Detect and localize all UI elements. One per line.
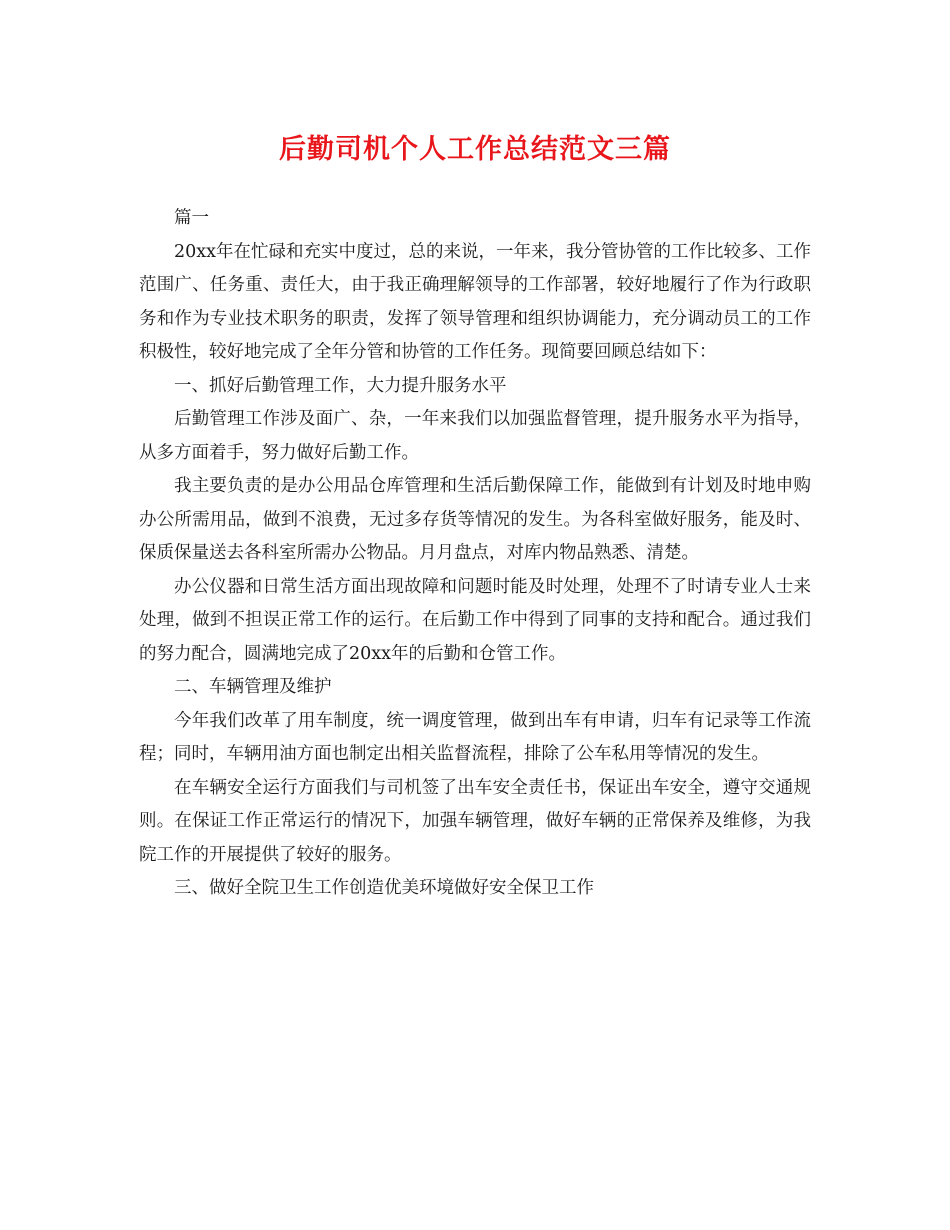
body-paragraph: 20xx年在忙碌和充实中度过，总的来说，一年来，我分管协管的工作比较多、工作范围广、任务重、责任大，由于我正确理解领导的工作部署，较好地履行了作为行政职务和作为专业技术职务的职责，发挥了领导管理和组织协调能力，充分调动员工的工作积极性，较好地完成了全年分管和协管的工作任务。现简要回顾总结如下： <box>139 241 812 362</box>
section-label: 篇一 <box>174 208 209 228</box>
section-heading: 三、做好全院卫生工作创造优美环境做好安全保卫工作 <box>174 878 594 898</box>
section-heading: 一、抓好后勤管理工作，大力提升服务水平 <box>174 375 507 396</box>
section-heading: 二、车辆管理及维护 <box>174 677 332 697</box>
body-paragraph: 办公仪器和日常生活方面出现故障和问题时能及时处理，处理不了时请专业人士来处理，做到不担误正常工作的运行。在后勤工作中得到了同事的支持和配合。通过我们的努力配合，圆满地完成了20xx年的后勤和仓管工作。 <box>139 576 811 664</box>
document-title: 后勤司机个人工作总结范文三篇 <box>279 134 671 165</box>
body-paragraph: 今年我们改革了用车制度，统一调度管理，做到出车有申请，归车有记录等工作流程；同时，车辆用油方面也制定出相关监督流程，排除了公车私用等情况的发生。 <box>139 710 811 764</box>
body-paragraph: 后勤管理工作涉及面广、杂，一年来我们以加强监督管理，提升服务水平为指导，从多方面着手，努力做好后勤工作。 <box>139 409 811 463</box>
body-paragraph: 在车辆安全运行方面我们与司机签了出车安全责任书，保证出车安全，遵守交通规则。在保证工作正常运行的情况下，加强车辆管理，做好车辆的正常保养及维修，为我院工作的开展提供了较好的服务。 <box>139 777 811 865</box>
body-paragraph: 我主要负责的是办公用品仓库管理和生活后勤保障工作，能做到有计划及时地申购办公所需用品，做到不浪费，无过多存货等情况的发生。为各科室做好服务，能及时、保质保量送去各科室所需办公物品。月月盘点，对库内物品熟悉、清楚。 <box>139 476 811 563</box>
document-body <box>139 202 811 906</box>
